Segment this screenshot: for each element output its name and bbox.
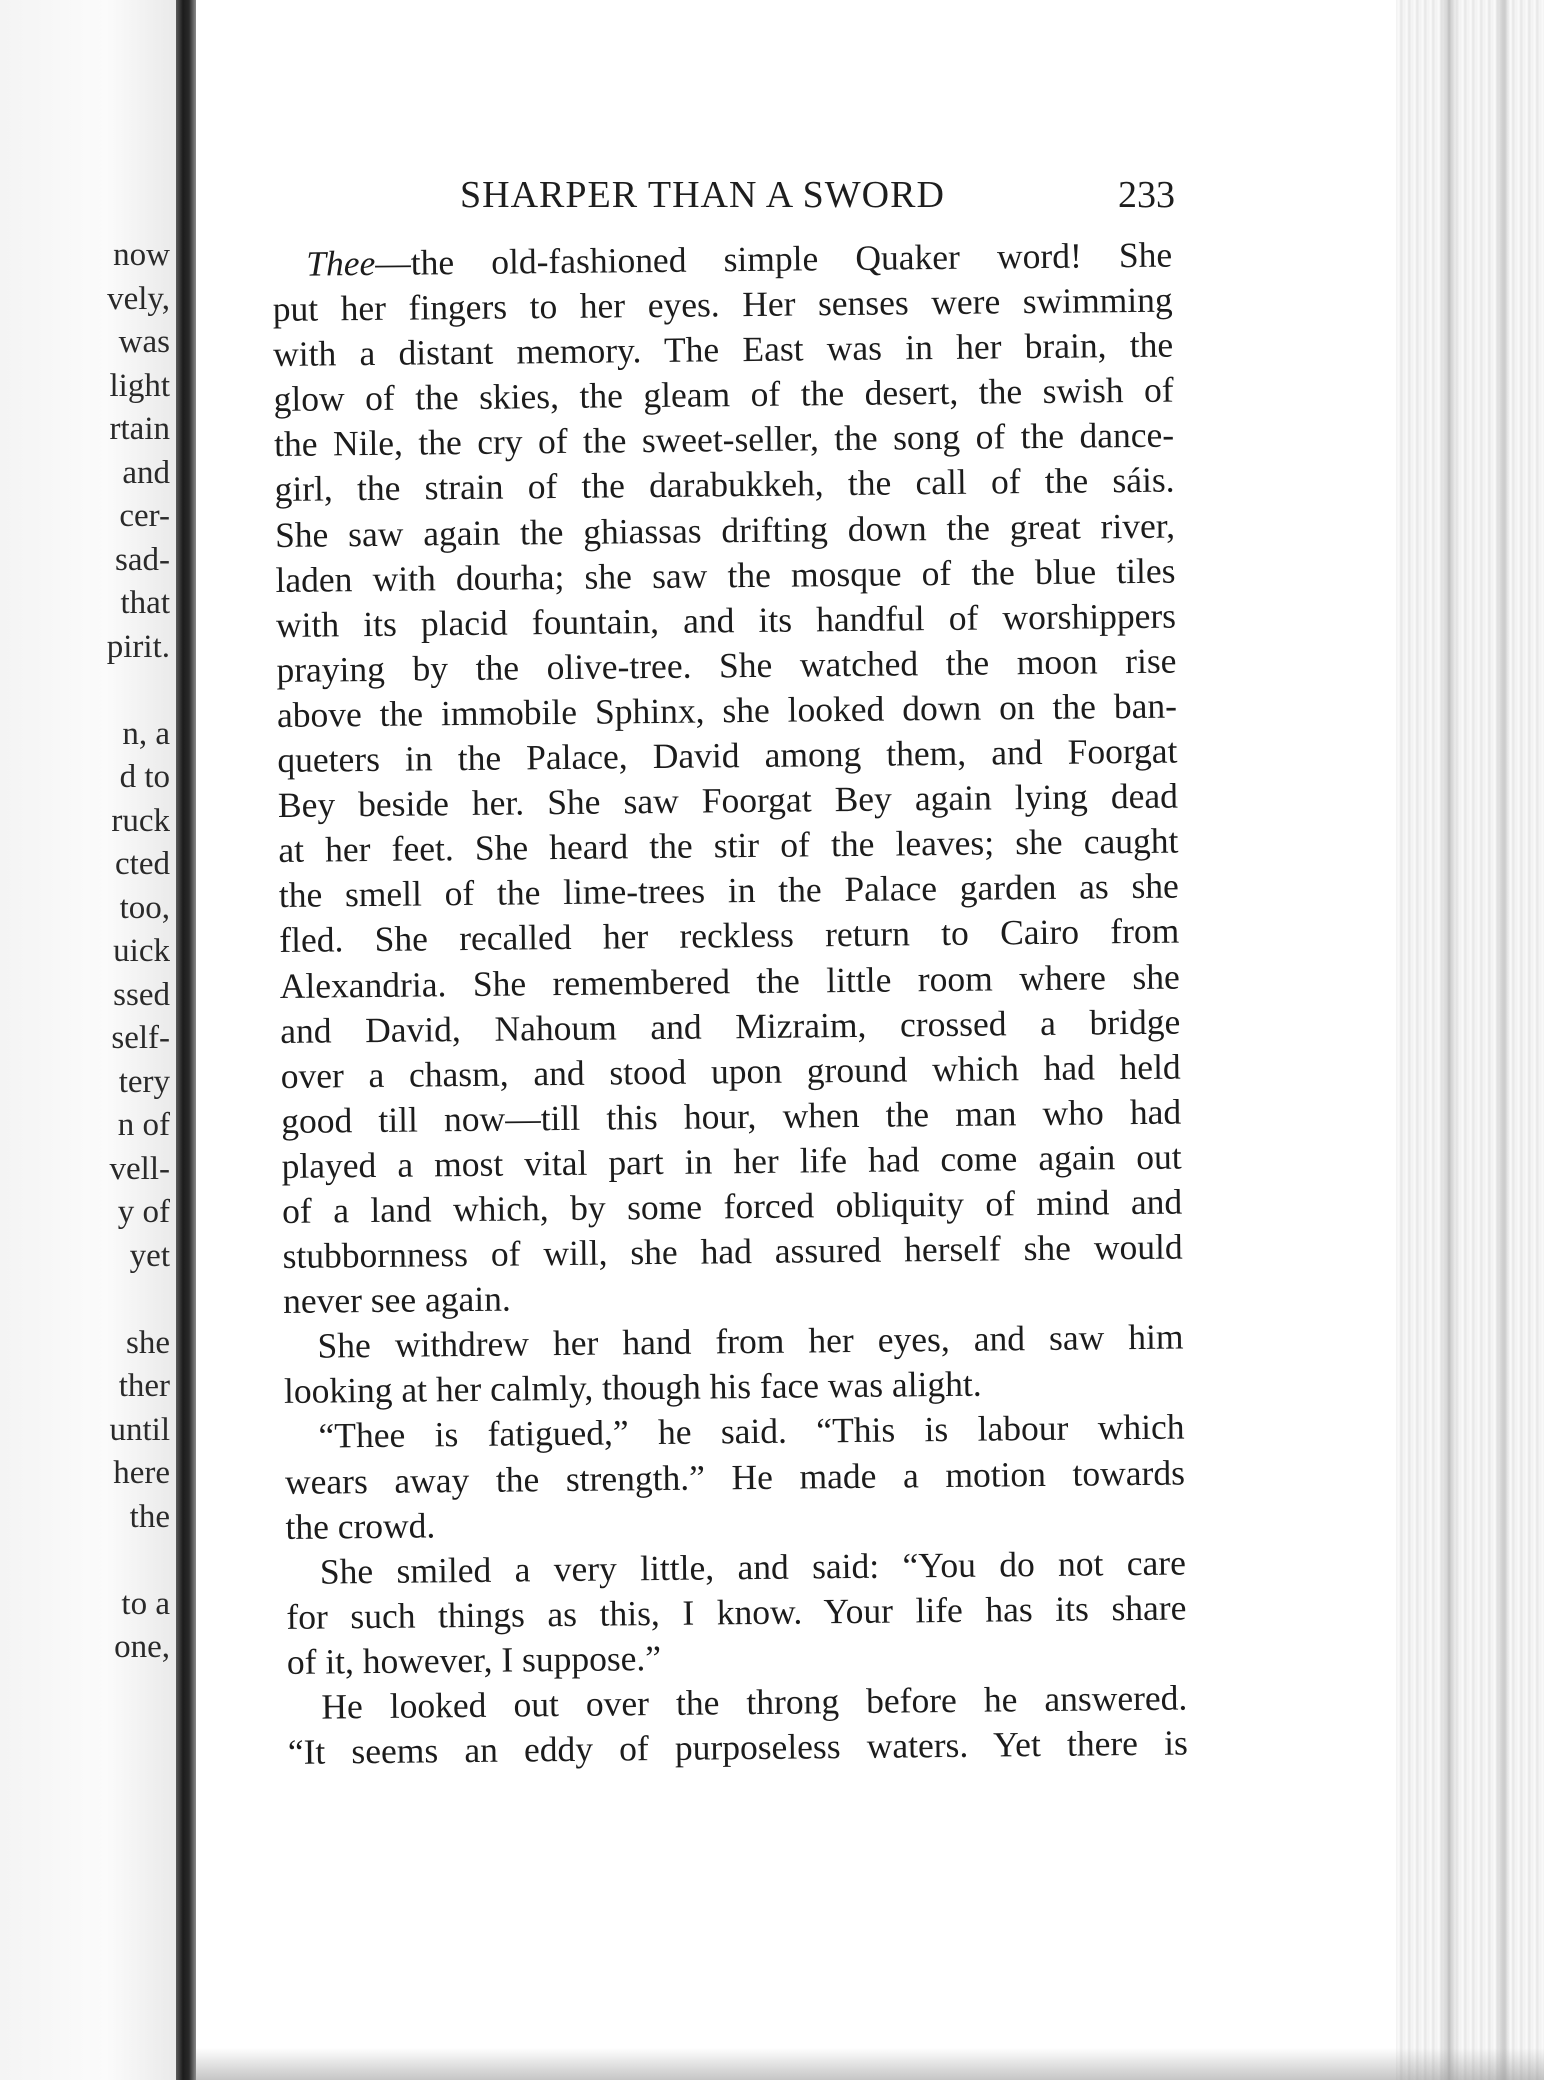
left-facing-page — [0, 0, 178, 2080]
left-page-line: and — [122, 454, 170, 491]
text-line: looking at her calmly, though his face was alight. — [283, 1363, 982, 1412]
text-line: the Nile, the cry of the sweet-seller, the song of the dance- — [273, 414, 1175, 465]
book-gutter — [176, 0, 196, 2080]
left-page-line: sad- — [115, 541, 170, 578]
text-line: “It seems an eddy of purposeless waters. Yet there is — [287, 1722, 1188, 1773]
text-line: He looked out over the throng before he answered. — [321, 1677, 1188, 1727]
text-line: for such things as this, I know. Your life has its share — [286, 1587, 1187, 1637]
left-page-line: uick — [113, 933, 170, 969]
left-page-line: until — [109, 1411, 170, 1448]
left-page-line: now — [113, 237, 170, 273]
left-page-line — [0, 1539, 170, 1583]
page-edges — [1396, 0, 1544, 2080]
text-line: with its placid fountain, and its handful of worshippers — [275, 595, 1177, 645]
left-page-line: pirit. — [106, 628, 170, 665]
text-line-rest: —the old-fashioned simple Quaker word! She — [375, 234, 1173, 283]
text-line: Alexandria. She remembered the little room where she — [279, 956, 1180, 1006]
text-line: She smiled a very little, and said: “You do not care — [319, 1542, 1187, 1592]
text-line: praying by the olive-tree. She watched the moon rise — [276, 640, 1177, 690]
bottom-edge-shadow — [196, 2048, 1544, 2080]
left-page-line: light — [109, 367, 170, 404]
left-page-line: cted — [115, 846, 170, 882]
text-line: fled. She recalled her reckless return to Cairo from — [279, 910, 1180, 961]
running-head — [460, 173, 1180, 221]
left-page-line: ther — [118, 1368, 170, 1404]
left-page-line — [0, 1278, 170, 1322]
text-line: queters in the Palace, David among them, and Foorgat — [277, 730, 1178, 781]
text-line: the smell of the lime-trees in the Palace garden as she — [278, 865, 1180, 916]
emphasized-word: Thee — [306, 242, 376, 284]
left-page-line: tery — [118, 1063, 170, 1100]
text-line: over a chasm, and stood upon ground which had held — [280, 1046, 1181, 1096]
text-line: girl, the strain of the darabukkeh, the call of the sáis. — [274, 460, 1175, 510]
page-edge-shadow-outer — [1496, 0, 1510, 2080]
text-line: above the immobile Sphinx, she looked down on the ban- — [276, 685, 1178, 735]
left-page-line: too, — [119, 889, 170, 926]
left-page-line: to a — [121, 1585, 170, 1622]
text-line: laden with dourha; she saw the mosque of the blue tiles — [275, 550, 1176, 600]
left-page-line: that — [120, 585, 170, 621]
text-line: Bey beside her. She saw Foorgat Bey again lying dead — [277, 775, 1179, 826]
running-title: SHARPER THAN A SWORD — [460, 174, 945, 216]
text-line: of it, however, I suppose.” — [286, 1637, 662, 1682]
text-line: of a land which, by some forced obliquity of mind and — [281, 1181, 1183, 1231]
page-edge-shadow — [1440, 0, 1458, 2080]
page-number: 233 — [1118, 174, 1175, 216]
left-page-line: rtain — [109, 411, 170, 447]
left-page-line: vell- — [109, 1150, 170, 1187]
left-page-line: d to — [119, 759, 170, 795]
left-page-line: ruck — [111, 802, 170, 839]
left-page-text — [0, 234, 170, 1670]
body-text — [272, 233, 1188, 1776]
text-line: played a most vital part in her life had come again out — [281, 1136, 1182, 1186]
left-page-line: self- — [111, 1020, 170, 1056]
text-line: glow of the skies, the gleam of the desert, the swish of — [273, 369, 1174, 420]
left-page-line — [0, 669, 170, 713]
left-page-line: cer- — [119, 498, 170, 534]
text-line: never see again. — [282, 1278, 511, 1322]
text-line: the crowd. — [285, 1504, 436, 1547]
text-line: put her fingers to her eyes. Her senses were swimming — [272, 279, 1173, 330]
text-line: stubbornness of will, she had assured herself she would — [282, 1226, 1183, 1277]
text-line: and David, Nahoum and Mizraim, crossed a bridge — [280, 1001, 1181, 1051]
text-line: “Thee is fatigued,” he said. “This is labour which — [318, 1406, 1185, 1457]
text-line: wears away the strength.” He made a motion towards — [284, 1452, 1186, 1502]
left-page-line: yet — [129, 1237, 170, 1274]
text-line: She withdrew her hand from her eyes, and saw him — [317, 1316, 1184, 1366]
text-line: good till now—till this hour, when the man who had — [280, 1091, 1182, 1141]
left-page-line: was — [118, 324, 170, 360]
left-page-line: n of — [117, 1107, 170, 1143]
text-line: at her feet. She heard the stir of the leaves; she caught — [278, 820, 1179, 871]
left-page-line: one, — [114, 1629, 170, 1665]
text-line: She saw again the ghiassas drifting down the great river, — [274, 505, 1176, 555]
left-page-line: she — [126, 1324, 170, 1361]
left-page-line: the — [129, 1498, 170, 1535]
left-page-line: vely, — [107, 280, 170, 317]
left-page-line: here — [113, 1455, 170, 1491]
left-page-line: ssed — [113, 976, 170, 1013]
text-line: with a distant memory. The East was in her brain, the — [272, 324, 1174, 375]
left-page-line: y of — [117, 1194, 170, 1230]
left-page-line: n, a — [122, 715, 170, 752]
